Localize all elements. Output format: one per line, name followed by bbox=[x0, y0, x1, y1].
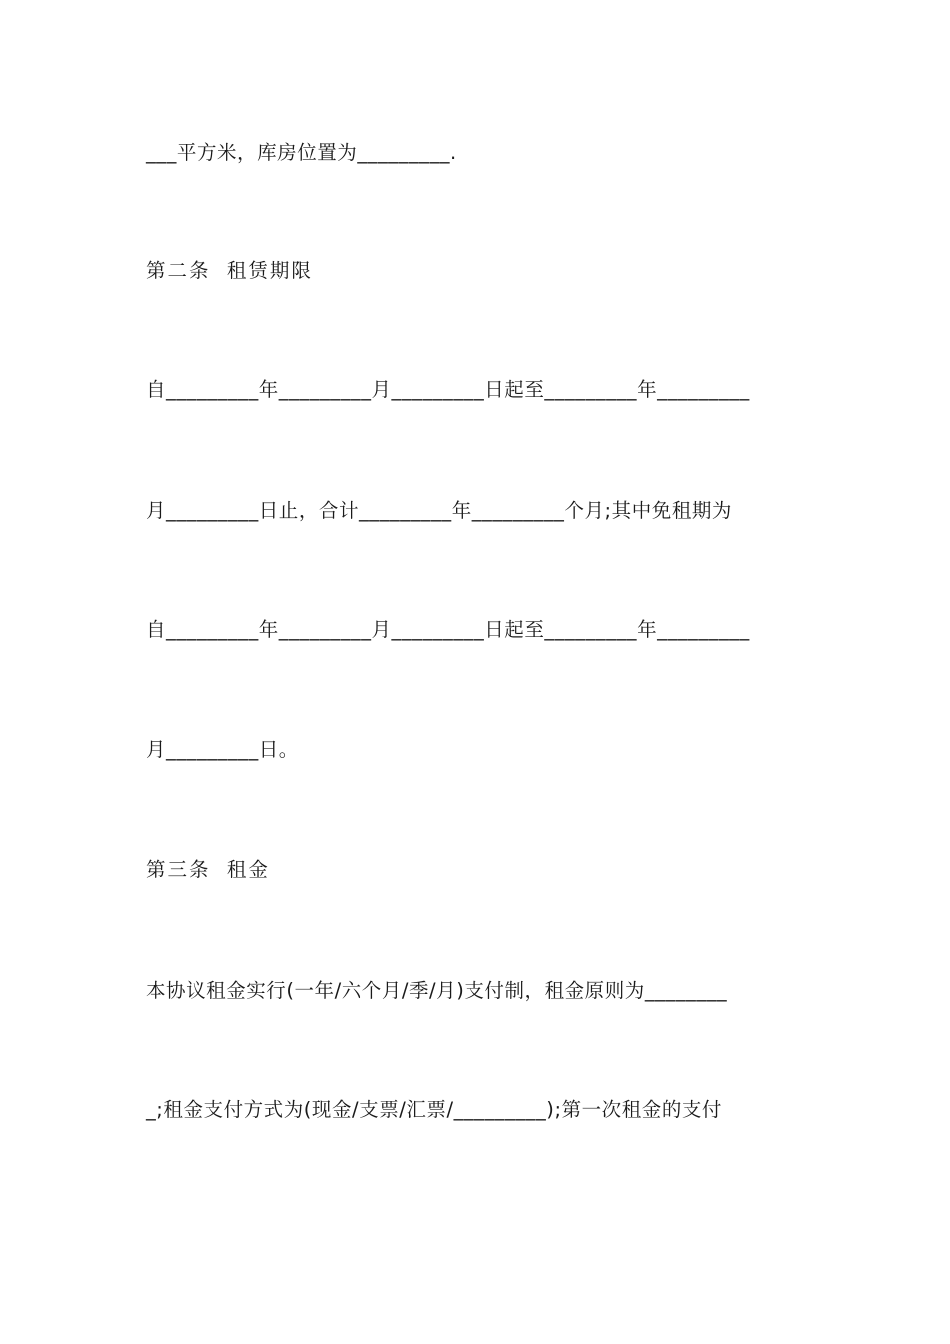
rent-free-period-line-2: 月_________日。 bbox=[146, 738, 299, 761]
rent-payment-line-2: _;租金支付方式为(现金/支票/汇票/_________);第一次租金的支付 bbox=[146, 1098, 722, 1121]
rent-payment-line-1: 本协议租金实行(一年/六个月/季/月)支付制，租金原则为________ bbox=[146, 979, 728, 1002]
lease-term-line-1: 自_________年_________月_________日起至_________年_________ bbox=[146, 378, 750, 401]
paragraph-area-location: ___平方米，库房位置为_________. bbox=[146, 141, 457, 164]
article-3-heading: 第三条 租金 bbox=[146, 858, 270, 881]
article-2-heading: 第二条 租赁期限 bbox=[146, 259, 313, 282]
rent-free-period-line-1: 自_________年_________月_________日起至_________年_________ bbox=[146, 618, 750, 641]
lease-term-line-2: 月_________日止，合计_________年_________个月;其中免租期为 bbox=[146, 499, 732, 522]
